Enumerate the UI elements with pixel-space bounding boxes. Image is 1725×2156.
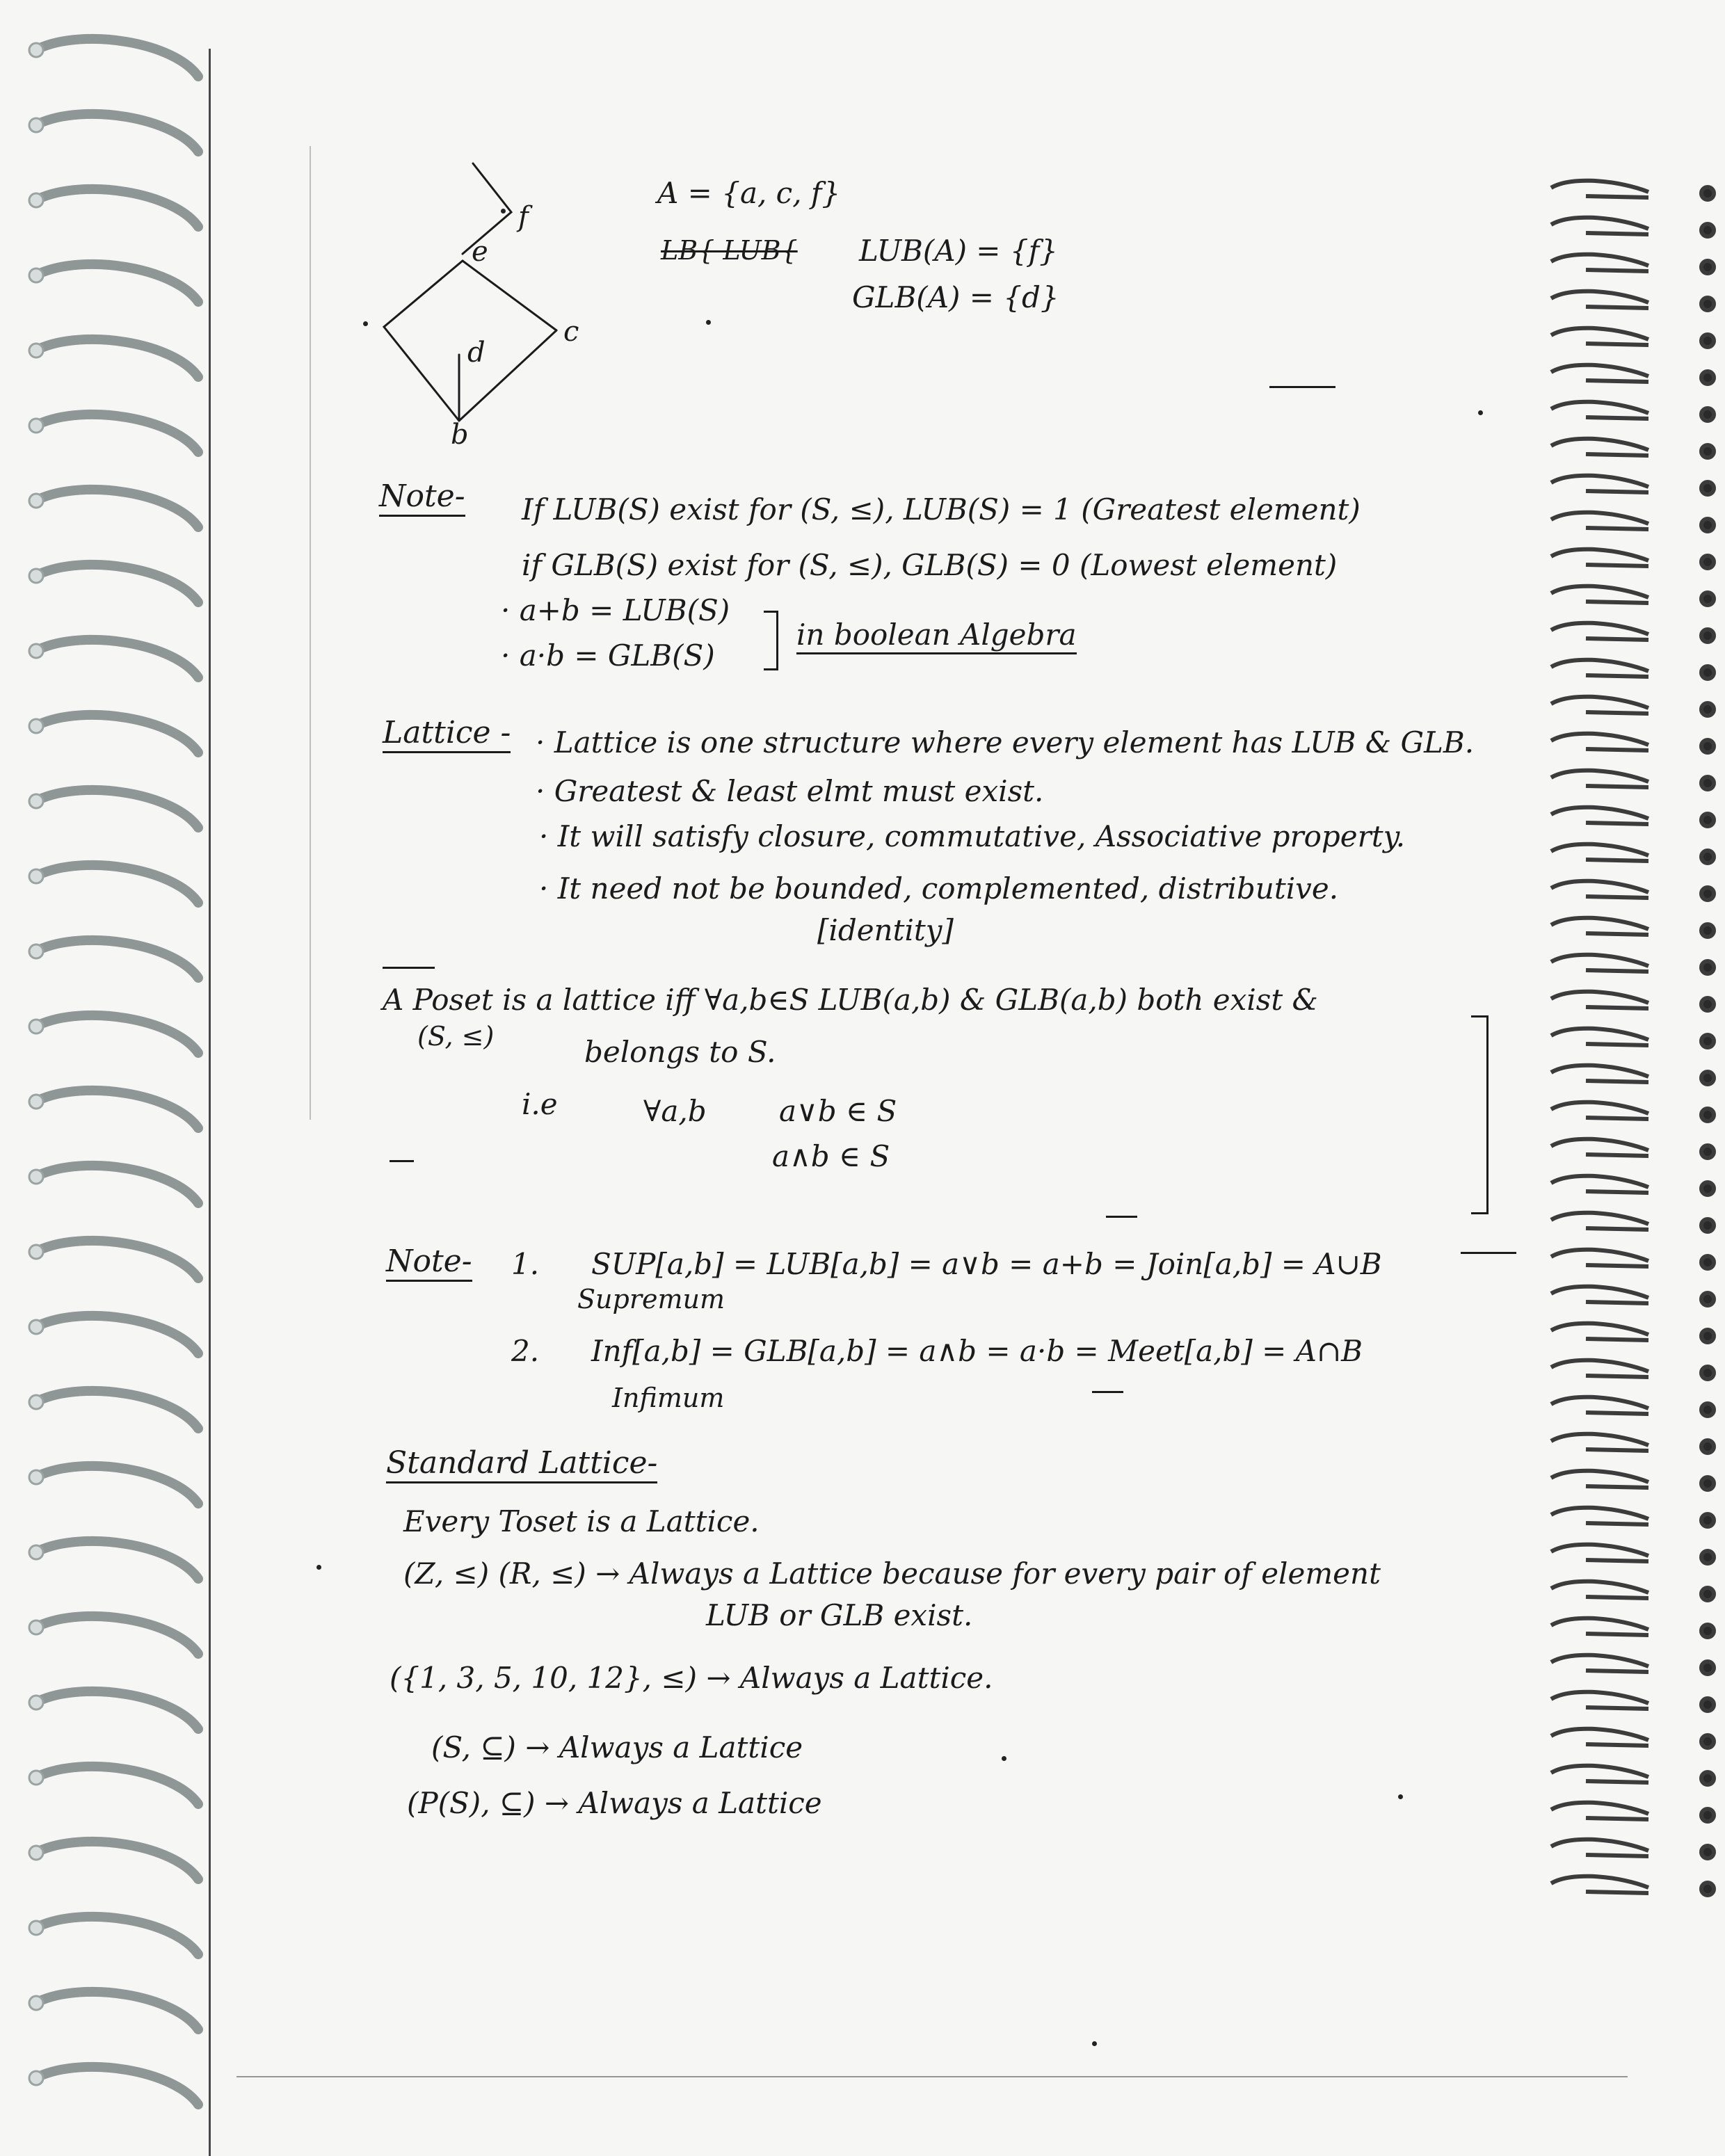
poset-forall: ∀a,b xyxy=(643,1094,707,1128)
binding-coil xyxy=(1551,697,1648,714)
binding-hole xyxy=(29,494,43,508)
binding-hole xyxy=(29,1470,43,1484)
binding-hole xyxy=(29,794,43,808)
binding-coil xyxy=(1551,402,1648,419)
binding-hole xyxy=(29,1170,43,1184)
binding-coil xyxy=(38,565,198,602)
binding-coil xyxy=(1551,955,1648,972)
binding-coil xyxy=(38,1091,198,1128)
binding-coil xyxy=(38,1616,198,1654)
standard-line1: Every Toset is a Lattice. xyxy=(403,1504,760,1538)
binding-hole xyxy=(1701,556,1714,568)
binding-hole xyxy=(29,419,43,433)
binding-coil xyxy=(1551,1139,1648,1156)
binding-coil xyxy=(1551,549,1648,566)
standard-line2: (Z, ≤) (R, ≤) → Always a Lattice because for every pair of element xyxy=(403,1556,1381,1591)
binding-coil xyxy=(38,264,198,302)
binding-hole xyxy=(1701,703,1714,716)
lattice-item-3: · It will satisfy closure, commutative, Associative property. xyxy=(539,819,1406,853)
binding-coil xyxy=(1551,660,1648,677)
standard-label: Standard Lattice- xyxy=(386,1447,657,1483)
binding-coil xyxy=(1551,1287,1648,1303)
binding-coil xyxy=(1551,1176,1648,1193)
binding-coil xyxy=(38,1466,198,1504)
binding-coil xyxy=(38,1917,198,1954)
standard-line3: LUB or GLB exist. xyxy=(706,1598,973,1632)
binding-hole xyxy=(1701,1698,1714,1711)
binding-hole xyxy=(29,1771,43,1785)
binding-hole xyxy=(1701,1477,1714,1490)
binding-coil xyxy=(38,1316,198,1353)
binding-coil xyxy=(1551,1508,1648,1525)
binding-coil xyxy=(1551,1618,1648,1635)
binding-hole xyxy=(29,1921,43,1935)
binding-hole xyxy=(29,644,43,658)
binding-coil xyxy=(1551,1102,1648,1119)
binding-hole xyxy=(29,118,43,132)
binding-coil xyxy=(1551,513,1648,529)
edge-e-c xyxy=(463,261,556,330)
binding-coil xyxy=(1551,1324,1648,1340)
binding-hole xyxy=(29,1545,43,1559)
note1-line3: · a+b = LUB(S) xyxy=(501,593,730,627)
poset-line1b: (S, ≤) xyxy=(417,1021,495,1052)
binding-coil xyxy=(1551,1250,1648,1266)
binding-coil xyxy=(1551,844,1648,861)
binding-coil xyxy=(1551,734,1648,750)
note2-inf-name: Infimum xyxy=(612,1383,725,1413)
node-c-label: c xyxy=(563,316,579,348)
bottom-rule xyxy=(236,2076,1628,2077)
binding-coil xyxy=(1551,291,1648,308)
binding-hole xyxy=(1701,629,1714,642)
binding-coil xyxy=(38,1691,198,1729)
spiral-binding-left xyxy=(0,0,230,2156)
binding-coil xyxy=(38,1241,198,1278)
note2-inf: Inf[a,b] = GLB[a,b] = a∧b = a·b = Meet[a,b] = A∩B xyxy=(591,1334,1363,1368)
binding-hole xyxy=(1701,445,1714,458)
poset-meet: a∧b ∈ S xyxy=(772,1139,890,1173)
binding-coil xyxy=(38,1541,198,1579)
binding-hole xyxy=(29,1020,43,1033)
binding-hole xyxy=(1701,187,1714,200)
node-b-label: b xyxy=(451,419,469,445)
binding-hole xyxy=(1701,1809,1714,1821)
binding-coil xyxy=(1551,1397,1648,1414)
binding-hole xyxy=(1701,1662,1714,1674)
binding-coil xyxy=(1551,881,1648,898)
example-lub: LUB(A) = {f} xyxy=(859,234,1058,268)
binding-coil xyxy=(1551,1803,1648,1819)
binding-coil xyxy=(38,715,198,753)
binding-coil xyxy=(1551,1729,1648,1746)
binding-coil xyxy=(38,1842,198,1879)
binding-coil xyxy=(1551,1655,1648,1672)
binding-hole xyxy=(29,344,43,357)
binding-coil xyxy=(38,189,198,227)
binding-coil xyxy=(1551,328,1648,345)
binding-hole xyxy=(1701,335,1714,347)
binding-hole xyxy=(1701,1219,1714,1232)
binding-coil xyxy=(1551,255,1648,271)
page-margin-line xyxy=(209,49,211,2156)
binding-hole xyxy=(1701,1551,1714,1563)
binding-hole xyxy=(1701,1293,1714,1305)
binding-hole xyxy=(1701,961,1714,974)
node-e-label: e xyxy=(472,236,488,268)
lattice-item-4: · It need not be bounded, complemented, distributive. xyxy=(539,871,1339,906)
binding-coil xyxy=(1551,1766,1648,1783)
node-f-label: f xyxy=(518,201,529,233)
binding-coil xyxy=(1551,1840,1648,1856)
binding-hole xyxy=(29,2071,43,2085)
binding-coil xyxy=(38,790,198,828)
node-d-label: d xyxy=(467,337,486,369)
binding-hole xyxy=(1701,814,1714,826)
binding-coil xyxy=(38,640,198,677)
note1-bracket-text: in boolean Algebra xyxy=(796,619,1077,654)
binding-coil xyxy=(38,415,198,452)
binding-hole xyxy=(29,268,43,282)
binding-coil xyxy=(1551,623,1648,640)
binding-hole xyxy=(29,869,43,883)
binding-coil xyxy=(38,1992,198,2029)
binding-hole xyxy=(1701,408,1714,421)
binding-coil xyxy=(1551,218,1648,234)
note2-n1: 1. xyxy=(511,1247,540,1281)
example-struck-text: LB{ LUB{ xyxy=(661,235,798,266)
standard-line5: (S, ⊆) → Always a Lattice xyxy=(431,1730,803,1764)
binding-hole xyxy=(1701,1256,1714,1269)
binding-hole xyxy=(1701,593,1714,605)
example-set: A = {a, c, f} xyxy=(657,176,841,210)
note2-sup: SUP[a,b] = LUB[a,b] = a∨b = a+b = Join[a,b] = A∪B xyxy=(591,1247,1382,1281)
binding-hole xyxy=(1701,666,1714,679)
binding-coil xyxy=(1551,439,1648,456)
binding-hole xyxy=(1701,1735,1714,1748)
binding-hole xyxy=(1701,482,1714,494)
poset-join: a∨b ∈ S xyxy=(779,1094,897,1128)
spiral-binding-right xyxy=(1544,153,1725,1933)
binding-hole xyxy=(1701,1440,1714,1453)
binding-coil xyxy=(38,1391,198,1429)
lattice-label: Lattice - xyxy=(383,716,511,753)
binding-coil xyxy=(1551,1360,1648,1377)
poset-line1: A Poset is a lattice iff ∀a,b∈S LUB(a,b) & GLB(a,b) both exist & xyxy=(383,983,1318,1017)
binding-coil xyxy=(1551,1471,1648,1488)
binding-hole xyxy=(29,1095,43,1109)
poset-ie: i.e xyxy=(522,1087,558,1121)
binding-hole xyxy=(1701,1182,1714,1195)
poset-bracket xyxy=(1471,1015,1489,1214)
binding-coil xyxy=(1551,365,1648,382)
binding-hole xyxy=(1701,740,1714,753)
binding-hole xyxy=(1701,1403,1714,1416)
binding-hole xyxy=(1701,519,1714,531)
binding-hole xyxy=(29,569,43,583)
binding-hole xyxy=(1701,998,1714,1011)
binding-hole xyxy=(1701,1772,1714,1785)
binding-hole xyxy=(1701,371,1714,384)
binding-coil xyxy=(1551,1213,1648,1230)
lattice-identity: [identity] xyxy=(817,913,954,947)
note1-label: Note- xyxy=(379,480,465,517)
binding-hole xyxy=(29,1245,43,1259)
lattice-item-2: · Greatest & least elmt must exist. xyxy=(536,774,1044,808)
standard-line4: ({1, 3, 5, 10, 12}, ≤) → Always a Lattice. xyxy=(390,1661,993,1695)
note1-line1: If LUB(S) exist for (S, ≤), LUB(S) = 1 (Greatest element) xyxy=(522,492,1361,526)
binding-coil xyxy=(38,940,198,978)
binding-hole xyxy=(1701,1625,1714,1637)
binding-coil xyxy=(38,1015,198,1053)
binding-coil xyxy=(38,1767,198,1804)
inner-margin-line xyxy=(310,146,311,1120)
binding-hole xyxy=(1701,1846,1714,1858)
binding-hole xyxy=(29,1996,43,2010)
binding-coil xyxy=(1551,476,1648,492)
binding-hole xyxy=(1701,1072,1714,1084)
binding-coil xyxy=(38,339,198,377)
binding-coil xyxy=(1551,918,1648,935)
poset-line2: belongs to S. xyxy=(584,1035,776,1069)
binding-coil xyxy=(1551,1876,1648,1893)
binding-hole xyxy=(1701,924,1714,937)
binding-hole xyxy=(1701,1514,1714,1527)
binding-hole xyxy=(1701,224,1714,236)
binding-coil xyxy=(38,2067,198,2105)
binding-hole xyxy=(29,1620,43,1634)
binding-hole xyxy=(29,1846,43,1860)
example-glb: GLB(A) = {d} xyxy=(852,280,1059,314)
binding-coil xyxy=(1551,992,1648,1008)
binding-hole xyxy=(29,944,43,958)
hasse-diagram xyxy=(362,153,640,445)
binding-coil xyxy=(38,114,198,152)
binding-hole xyxy=(1701,887,1714,900)
binding-hole xyxy=(29,1696,43,1709)
binding-coil xyxy=(1551,1029,1648,1045)
binding-coil xyxy=(1551,586,1648,603)
binding-hole xyxy=(1701,261,1714,273)
binding-hole xyxy=(1701,1035,1714,1047)
binding-hole xyxy=(1701,1588,1714,1600)
binding-hole xyxy=(1701,1145,1714,1158)
binding-coil xyxy=(1551,1434,1648,1451)
binding-coil xyxy=(1551,1692,1648,1709)
binding-coil xyxy=(1551,771,1648,787)
binding-coil xyxy=(1551,807,1648,824)
binding-coil xyxy=(38,865,198,903)
note1-line4: · a·b = GLB(S) xyxy=(501,638,715,673)
binding-coil xyxy=(38,39,198,77)
note2-n2: 2. xyxy=(511,1334,540,1368)
binding-coil xyxy=(1551,1582,1648,1598)
binding-hole xyxy=(1701,1109,1714,1121)
binding-hole xyxy=(1701,851,1714,863)
binding-hole xyxy=(29,43,43,57)
binding-coil xyxy=(1551,1065,1648,1082)
binding-hole xyxy=(29,193,43,207)
note1-line2: if GLB(S) exist for (S, ≤), GLB(S) = 0 (Lowest element) xyxy=(522,548,1338,582)
binding-hole xyxy=(1701,1883,1714,1895)
binding-hole xyxy=(1701,1330,1714,1342)
lattice-item-1: · Lattice is one structure where every element has LUB & GLB. xyxy=(536,725,1475,759)
binding-hole xyxy=(29,1320,43,1334)
binding-coil xyxy=(1551,181,1648,198)
binding-coil xyxy=(38,490,198,527)
binding-hole xyxy=(29,719,43,733)
note1-bracket xyxy=(764,611,778,670)
note2-label: Note- xyxy=(386,1245,472,1282)
binding-hole xyxy=(29,1395,43,1409)
standard-line6: (P(S), ⊆) → Always a Lattice xyxy=(407,1786,822,1820)
note2-sup-name: Supremum xyxy=(577,1284,725,1314)
binding-coil xyxy=(38,1166,198,1203)
edge-e-b xyxy=(384,261,463,421)
binding-hole xyxy=(1701,1367,1714,1379)
binding-hole xyxy=(1701,777,1714,789)
binding-hole xyxy=(1701,298,1714,310)
binding-coil xyxy=(1551,1545,1648,1561)
